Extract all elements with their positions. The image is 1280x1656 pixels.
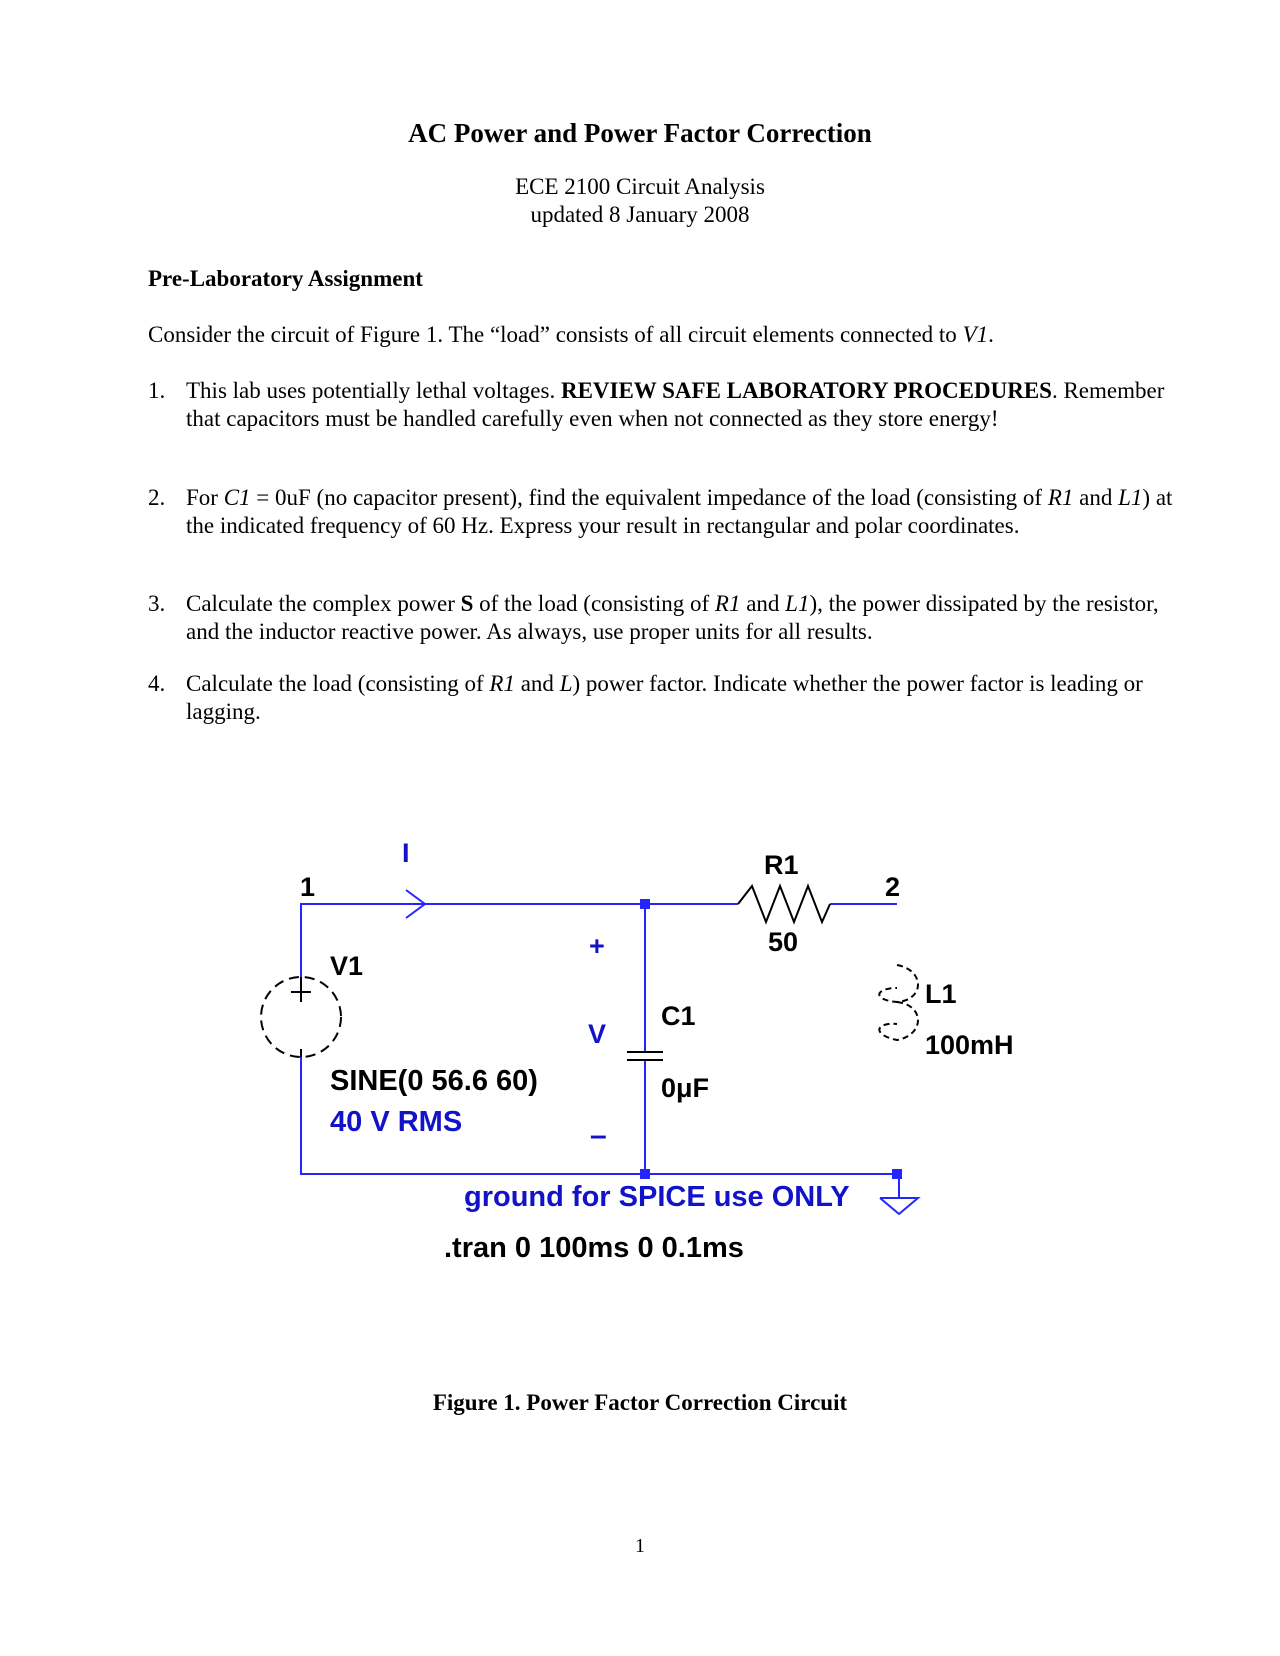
junction-dot bbox=[892, 1169, 902, 1179]
course-name: ECE 2100 Circuit Analysis bbox=[515, 174, 765, 199]
top-wire bbox=[301, 904, 738, 985]
node-1-label: 1 bbox=[300, 872, 316, 902]
item-number: 4. bbox=[148, 671, 166, 696]
junction-dot bbox=[640, 1169, 650, 1179]
v1-source-spec: SINE(0 56.6 60) bbox=[330, 1065, 538, 1097]
item-number: 1. bbox=[148, 378, 166, 403]
r1-name: R1 bbox=[764, 850, 799, 880]
page-number: 1 bbox=[635, 1535, 645, 1557]
ground-symbol bbox=[880, 1198, 918, 1214]
v1-rms-note: 40 V RMS bbox=[330, 1106, 463, 1138]
voltage-label: V bbox=[588, 1019, 607, 1049]
item-number: 3. bbox=[148, 591, 166, 616]
document-title: AC Power and Power Factor Correction bbox=[408, 118, 872, 148]
ground-note: ground for SPICE use ONLY bbox=[464, 1181, 850, 1213]
c1-value: 0μF bbox=[661, 1073, 710, 1103]
r1-value: 50 bbox=[768, 927, 799, 957]
figure-caption: Figure 1. Power Factor Correction Circuit bbox=[432, 1390, 848, 1415]
v1-name: V1 bbox=[330, 951, 364, 981]
updated-date: updated 8 January 2008 bbox=[530, 202, 750, 227]
intro-paragraph: Consider the circuit of Figure 1. The “load” consists of all circuit elements connected to V1. bbox=[148, 322, 994, 347]
resistor-zigzag bbox=[738, 886, 830, 922]
junction-dot bbox=[640, 899, 650, 909]
l1-value: 100mH bbox=[925, 1030, 1014, 1060]
item-number: 2. bbox=[148, 485, 166, 510]
minus-sign: – bbox=[590, 1119, 607, 1152]
inductor-coil bbox=[879, 965, 918, 1040]
l1-name: L1 bbox=[925, 979, 957, 1009]
current-label: I bbox=[402, 838, 410, 868]
plus-sign: + bbox=[589, 931, 605, 961]
section-heading: Pre-Laboratory Assignment bbox=[148, 266, 423, 291]
node-2-label: 2 bbox=[885, 872, 901, 902]
c1-name: C1 bbox=[661, 1001, 696, 1031]
tran-directive: .tran 0 100ms 0 0.1ms bbox=[444, 1232, 744, 1264]
